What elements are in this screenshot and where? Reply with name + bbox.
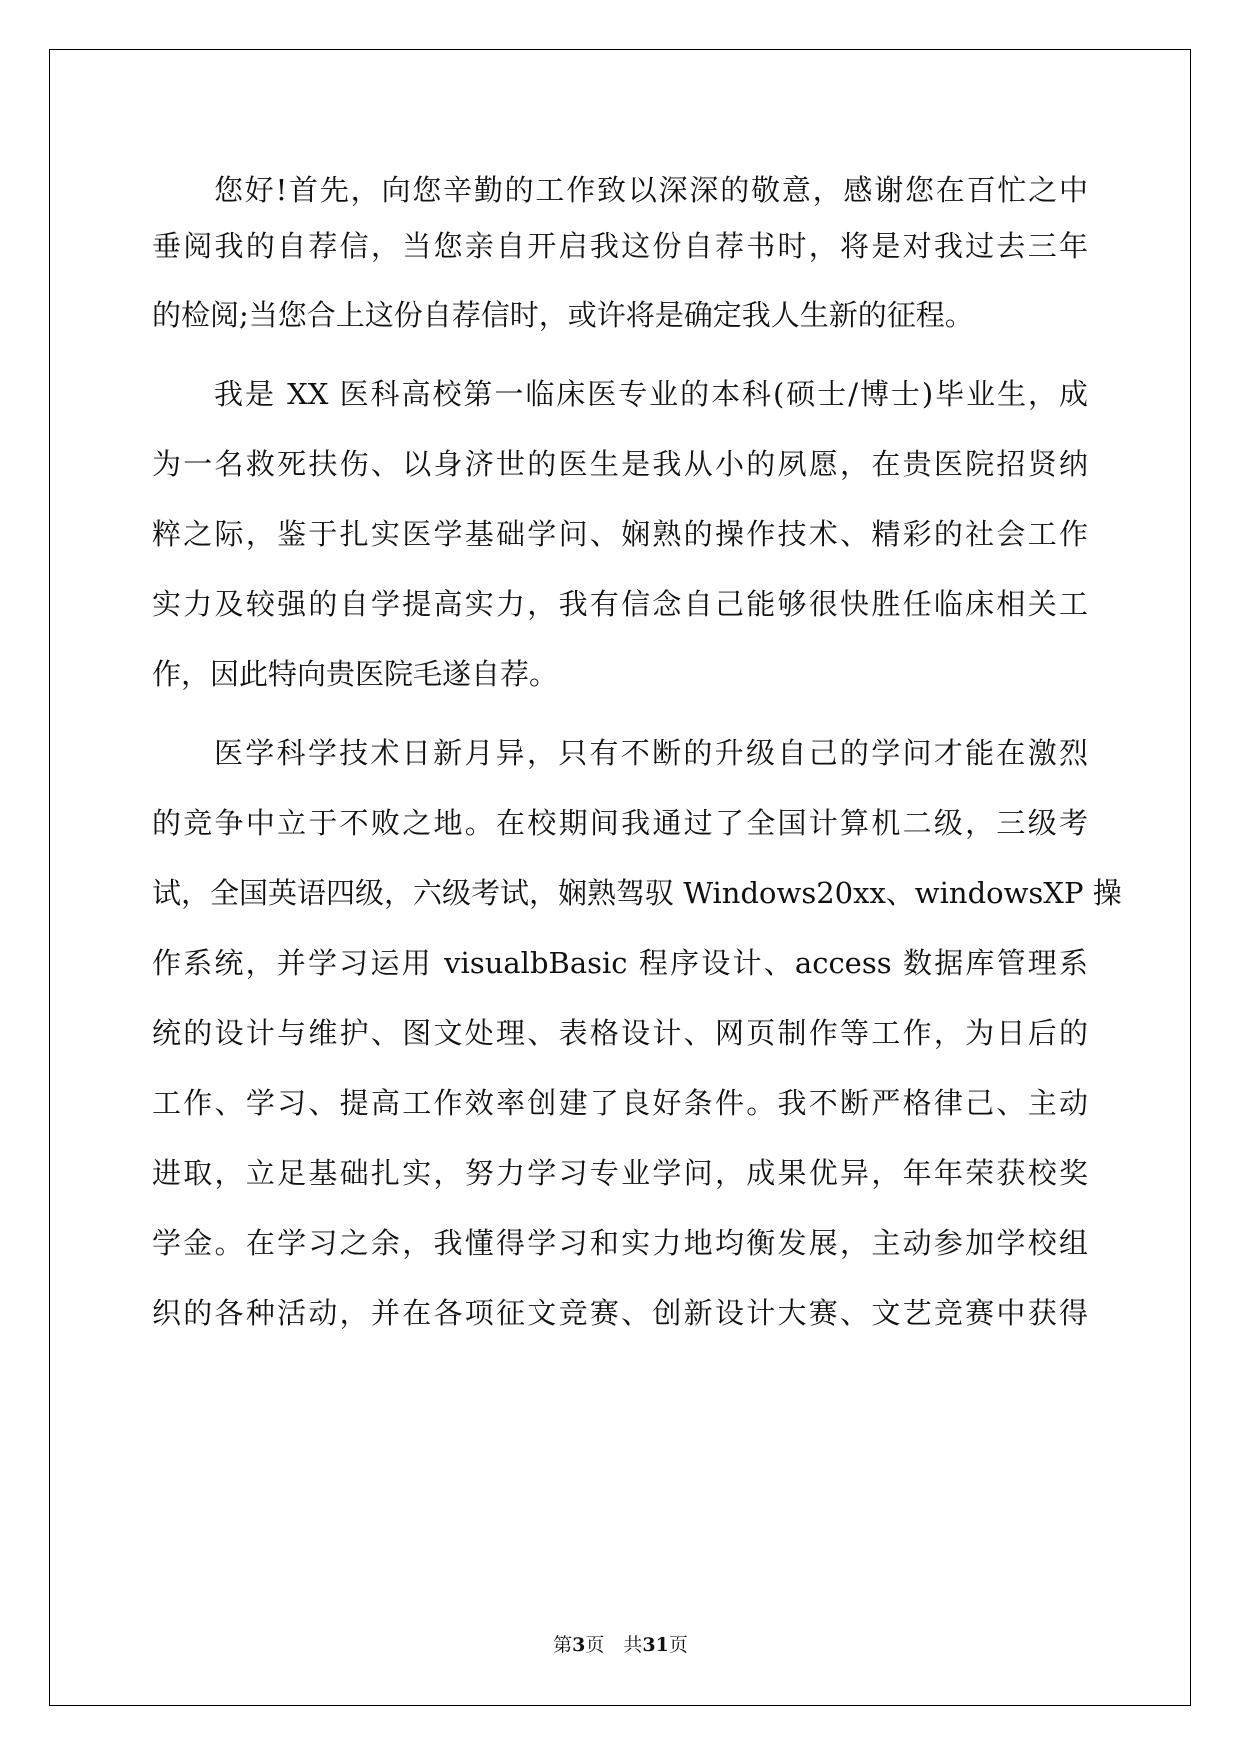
text-line: 试，全国英语四级，六级考试，娴熟驾驭 Windows20xx、windowsXP 操	[152, 876, 1122, 910]
text-line: 工作、学习、提高工作效率创建了良好条件。我不断严格律己、主动	[152, 1086, 1088, 1120]
text-line: 垂阅我的自荐信，当您亲自开启我这份自荐书时，将是对我过去三年	[152, 229, 1088, 263]
text-line: 医学科学技术日新月异，只有不断的升级自己的学问才能在激烈	[214, 736, 1088, 770]
text-line: 作，因此特向贵医院毛遂自荐。	[152, 657, 559, 691]
footer-prefix: 第	[553, 1634, 573, 1656]
text-line: 实力及较强的自学提高实力，我有信念自己能够很快胜任临床相关工	[152, 587, 1088, 621]
text-line: 我是 XX 医科高校第一临床医专业的本科(硕士/博士)毕业生，成	[214, 377, 1088, 411]
footer-suffix: 页	[668, 1634, 688, 1656]
text-line: 粹之际，鉴于扎实医学基础学问、娴熟的操作技术、精彩的社会工作	[152, 517, 1088, 551]
text-line: 作系统，并学习运用 visualbBasic 程序设计、access 数据库管理系	[152, 946, 1088, 980]
current-page-number: 3	[572, 1634, 586, 1656]
text-line: 您好!首先，向您辛勤的工作致以深深的敬意，感谢您在百忙之中	[214, 173, 1088, 207]
footer-middle: 页 共	[585, 1634, 643, 1656]
text-line: 的竞争中立于不败之地。在校期间我通过了全国计算机二级，三级考	[152, 806, 1088, 840]
text-line: 统的设计与维护、图文处理、表格设计、网页制作等工作，为日后的	[152, 1016, 1088, 1050]
total-page-count: 31	[642, 1634, 669, 1656]
page-footer	[0, 1630, 1241, 1657]
text-line: 织的各种活动，并在各项征文竞赛、创新设计大赛、文艺竞赛中获得	[152, 1296, 1088, 1330]
text-line: 学金。在学习之余，我懂得学习和实力地均衡发展，主动参加学校组	[152, 1226, 1088, 1260]
text-line: 进取，立足基础扎实，努力学习专业学问，成果优异，年年荣获校奖	[152, 1156, 1088, 1190]
text-line: 为一名救死扶伤、以身济世的医生是我从小的夙愿，在贵医院招贤纳	[152, 447, 1088, 481]
text-line: 的检阅;当您合上这份自荐信时，或许将是确定我人生新的征程。	[152, 298, 974, 332]
